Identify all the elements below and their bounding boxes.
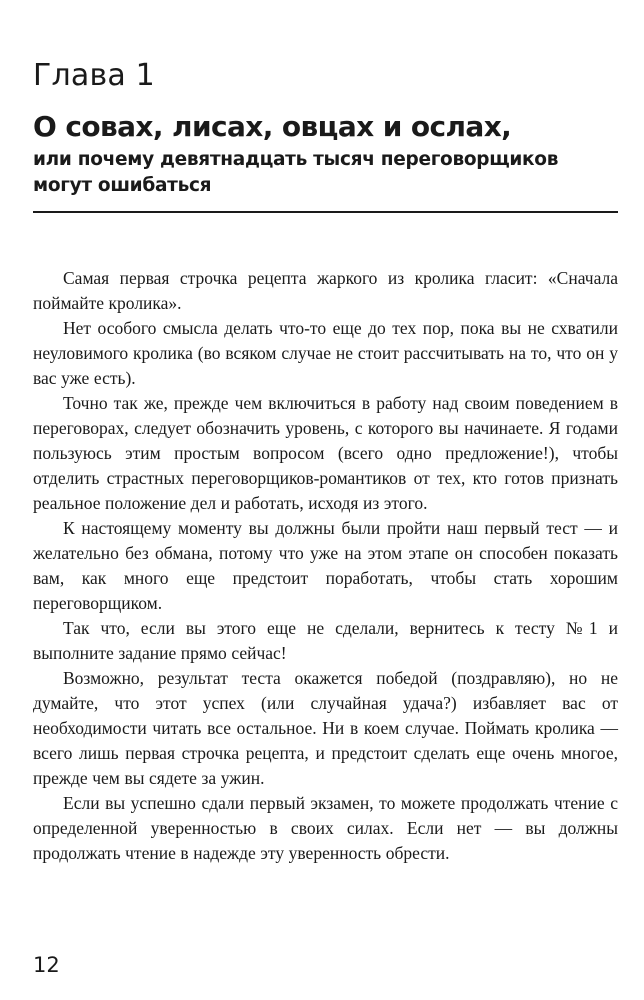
paragraph: Самая первая строчка рецепта жаркого из кролика гласит: «Сначала поймайте кролика». (33, 268, 618, 313)
paragraph: Возможно, результат теста окажется победой (поздравляю), но не думайте, что этот успех (или случайная удача?) избавляет вас от необходимости читать все остальное. Ни в коем случае. Поймать кролика — всего лишь первая строчка рецепта, и предстоит сделать еще очень многое, прежде чем вы сядете за ужин. (33, 668, 618, 788)
title-divider (33, 211, 618, 213)
body-text (33, 266, 618, 866)
chapter-subtitle: или почему девятнадцать тысяч переговорщиков могут ошибаться (33, 149, 559, 196)
paragraph: Если вы успешно сдали первый экзамен, то можете продолжать чтение с определенной уверенностью в своих силах. Если нет — вы должны продолжать чтение в надежде эту уверенность обрести. (33, 793, 618, 863)
paragraph: Точно так же, прежде чем включиться в работу над своим поведением в переговорах, следует обозначить уровень, с которого вы начинаете. Я годами пользуюсь этим простым вопросом (всего одно предложение!), чтобы отделить страстных переговорщиков-романтиков от тех, кто готов признать реальное положение дел и работать, исходя из этого. (33, 393, 618, 513)
book-page (33, 0, 618, 1000)
paragraph: Нет особого смысла делать что-то еще до тех пор, пока вы не схватили неуловимого кролика (во всяком случае не стоит рассчитывать на то, что он у вас уже есть). (33, 318, 618, 388)
page-number: 12 (33, 953, 60, 977)
paragraph: Так что, если вы этого еще не сделали, вернитесь к тесту №1 и выполните задание прямо сейчас! (33, 618, 618, 663)
paragraph: К настоящему моменту вы должны были пройти наш первый тест — и желательно без обмана, потому что уже на этом этапе он способен показать вам, как много еще предстоит поработать, чтобы стать хорошим переговорщиком. (33, 518, 618, 613)
chapter-title: О совах, лисах, овцах и ослах, (33, 110, 512, 143)
chapter-label: Глава 1 (33, 58, 155, 93)
